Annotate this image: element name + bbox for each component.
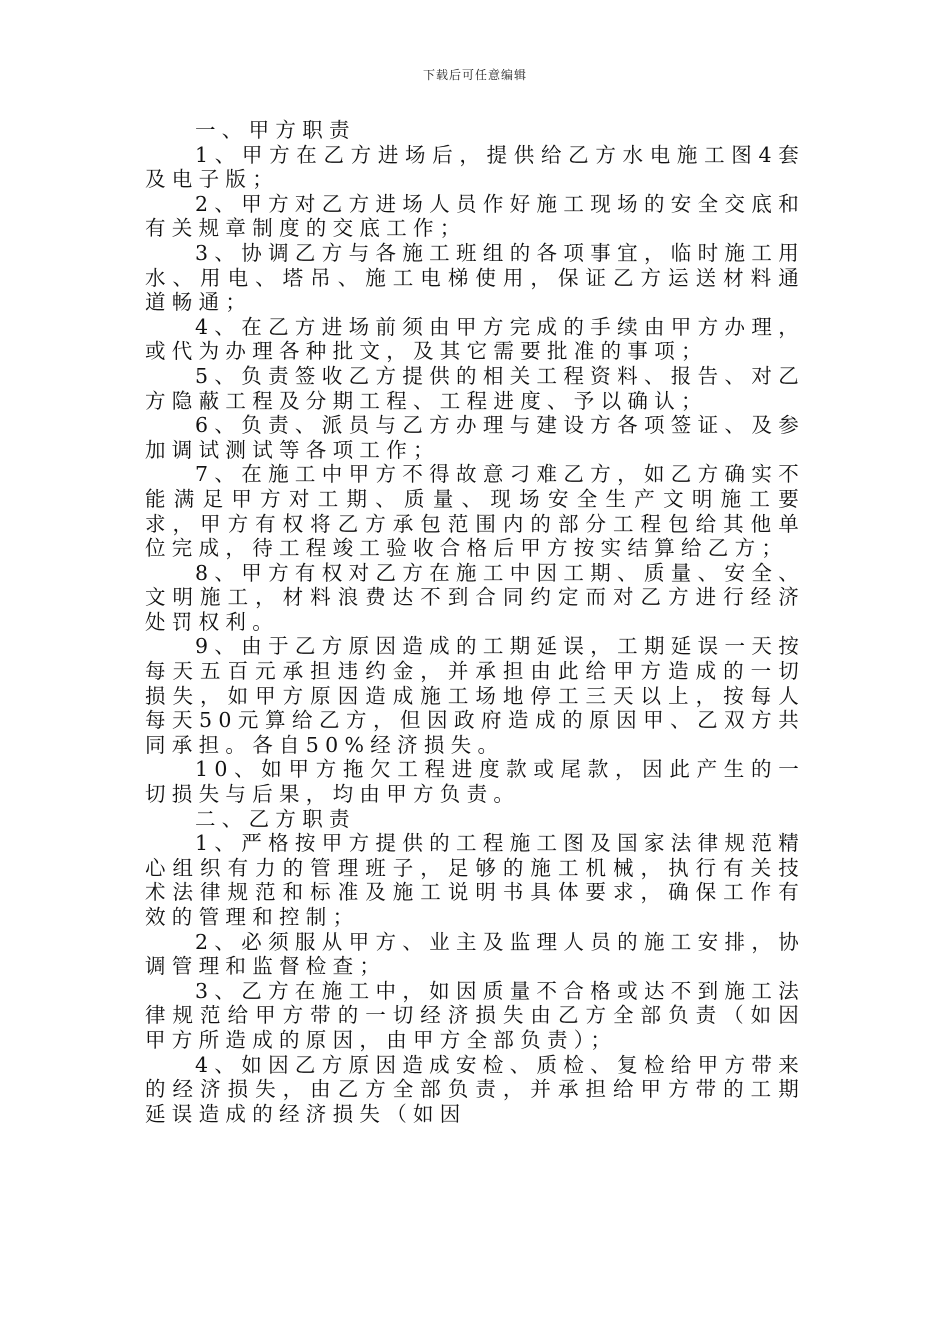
clause-b-4: 4、如因乙方原因造成安检、质检、复检给甲方带来的经济损失，由乙方全部负责，并承担给甲方带的工期延误造成的经济损失（如因 — [145, 1052, 805, 1126]
clause-a-8: 8、甲方有权对乙方在施工中因工期、质量、安全、文明施工，材料浪费达不到合同约定而对乙方进行经济处罚权利。 — [145, 560, 805, 634]
clause-a-3: 3、协调乙方与各施工班组的各项事宜，临时施工用水、用电、塔吊、施工电梯使用，保证乙方运送材料通道畅通； — [145, 240, 805, 315]
clause-a-9: 9、由于乙方原因造成的工期延误，工期延误一天按每天五百元承担违约金，并承担由此给甲方造成的一切损失，如甲方原因造成施工场地停工三天以上，按每人每天50元算给乙方，但因政府造成的原因甲、乙双方共同承担。各自50%经济损失。 — [145, 634, 805, 757]
clause-a-4: 4、在乙方进场前须由甲方完成的手续由甲方办理，或代为办理各种批文，及其它需要批准的事项； — [145, 314, 805, 364]
clause-a-6: 6、负责、派员与乙方办理与建设方各项签证、及参加调试测试等各项工作； — [145, 413, 805, 462]
clause-a-1: 1、甲方在乙方进场后，提供给乙方水电施工图4套及电子版； — [145, 142, 805, 192]
clause-b-2: 2、必须服从甲方、业主及监理人员的施工安排，协调管理和监督检查； — [145, 929, 805, 979]
clause-b-3: 3、乙方在施工中，如因质量不合格或达不到施工法律规范给甲方带的一切经济损失由乙方全部负责（如因甲方所造成的原因，由甲方全部负责）； — [145, 978, 805, 1052]
clause-a-5: 5、负责签收乙方提供的相关工程资料、报告、对乙方隐蔽工程及分期工程、工程进度、予以确认； — [145, 363, 805, 413]
clause-a-10: 10、如甲方拖欠工程进度款或尾款，因此产生的一切损失与后果，均由甲方负责。 — [145, 757, 805, 807]
section-heading-party-a: 一、甲方职责 — [195, 118, 356, 142]
page-header: 下载后可任意编辑 — [422, 68, 527, 82]
clause-a-2: 2、甲方对乙方进场人员作好施工现场的安全交底和有关规章制度的交底工作； — [145, 191, 805, 241]
section-heading-party-b: 二、乙方职责 — [195, 806, 356, 831]
clause-a-7: 7、在施工中甲方不得故意刁难乙方，如乙方确实不能满足甲方对工期、质量、现场安全生产文明施工要求，甲方有权将乙方承包范围内的部分工程包给其他单位完成，待工程竣工验收合格后甲方按实结算给乙方； — [145, 462, 805, 561]
clause-b-1: 1、严格按甲方提供的工程施工图及国家法律规范精心组织有力的管理班子，足够的施工机械，执行有关技术法律规范和标准及施工说明书具体要求，确保工作有效的管理和控制； — [145, 831, 805, 929]
document-body — [145, 118, 805, 1126]
